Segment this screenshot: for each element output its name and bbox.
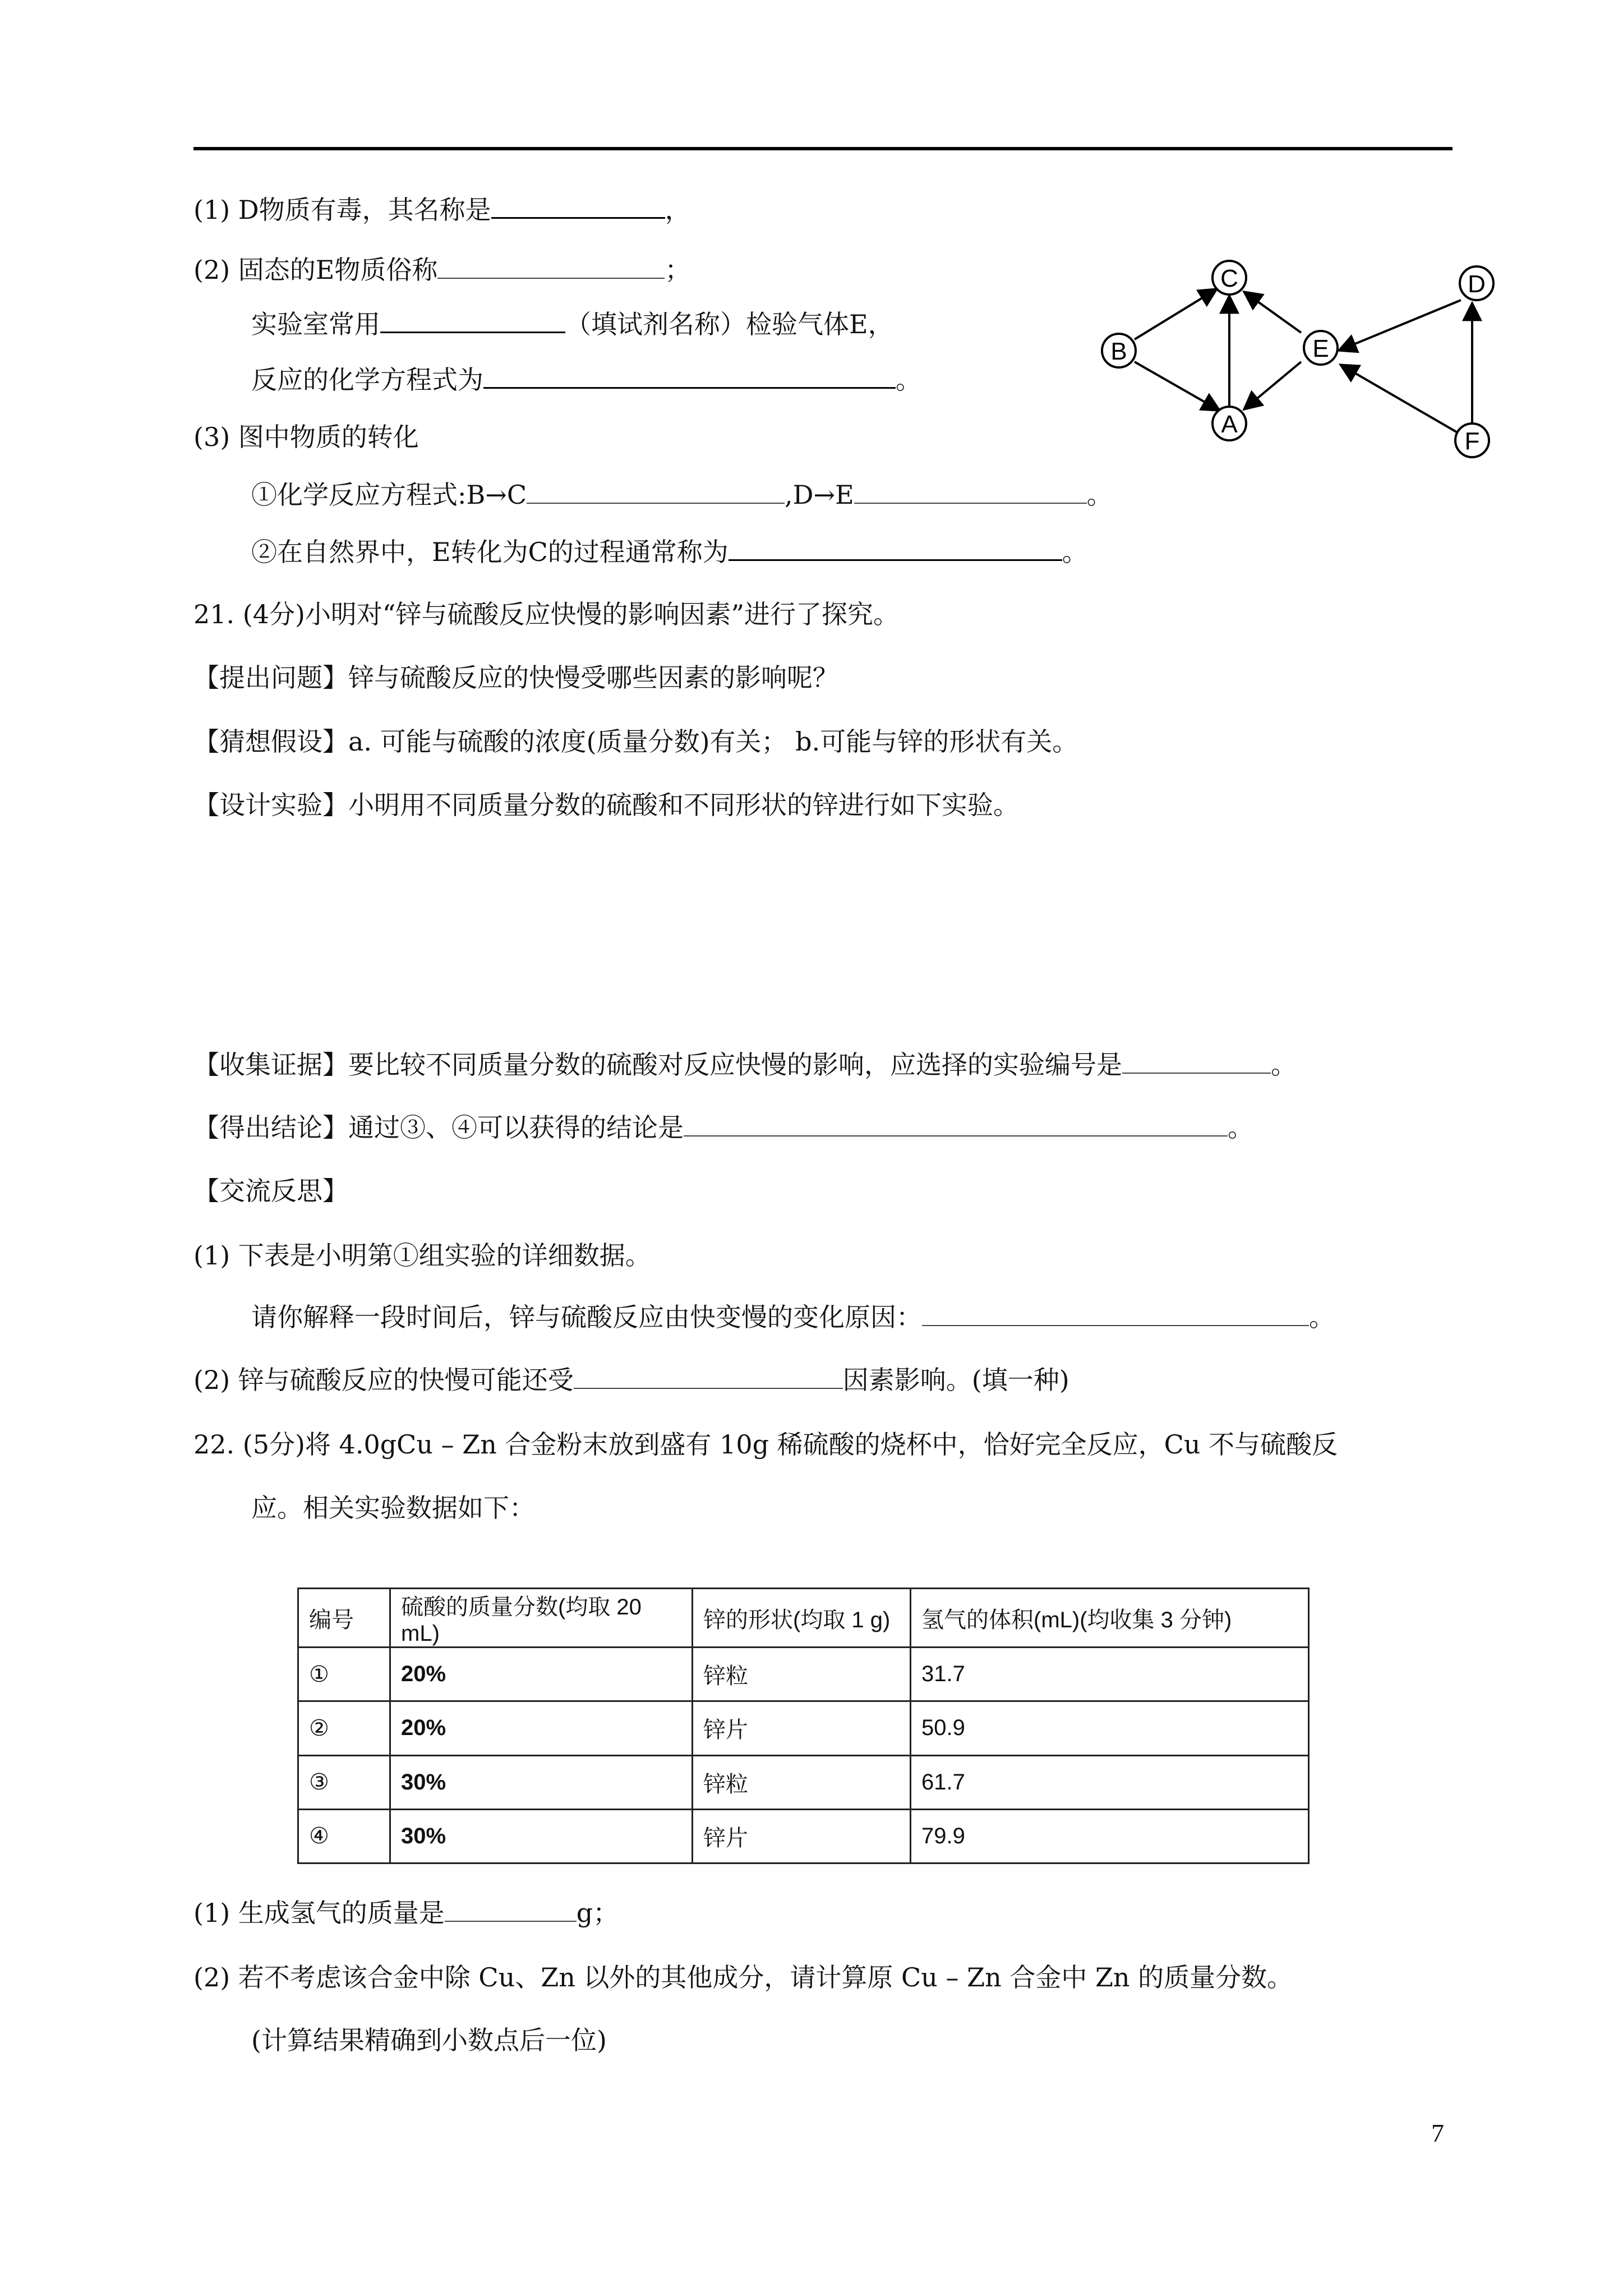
node-f [1455,424,1489,457]
q22-part2: (2) 若不考虑该合金中除 Cu、Zn 以外的其他成分，请计算原 Cu – Zn 合金中 Zn 的质量分数。 [193,1962,1293,1993]
page-number: 7 [1431,2119,1444,2147]
table-cell: 79.9 [911,1809,1309,1863]
q20-part2-equation: 反应的化学方程式为 。 [251,362,921,397]
table-cell: 20% [390,1701,693,1755]
q21-conclusion: 【得出结论】通过③、④可以获得的结论是 。 [193,1111,1253,1144]
answer-blank-equation[interactable] [483,362,896,389]
table-cell: ④ [298,1809,390,1863]
q22-title: 22. (5分)将 4.0gCu – Zn 合金粉末放到盛有 10g 稀硫酸的烧杯中，恰好完全反应，Cu 不与硫酸反 [193,1429,1338,1460]
svg-text:C: C [1220,265,1238,292]
arrow-b-a [1135,362,1220,411]
answer-blank-e-common-name[interactable] [437,253,665,279]
svg-text:A: A [1221,411,1238,438]
node-a [1212,407,1246,440]
experiment-data-table [297,1588,1310,1864]
table-cell: 30% [390,1809,693,1863]
table-row [298,1755,1309,1809]
q21-reflection-1: (1) 下表是小明第①组实验的详细数据。 [193,1240,651,1271]
column-header: 锌的形状(均取 1 g) [693,1589,911,1648]
answer-blank-experiment-number[interactable] [1122,1048,1271,1074]
table-cell: 61.7 [911,1755,1309,1809]
table-cell: ② [298,1701,390,1755]
table-cell: ① [298,1648,390,1701]
q21-collect: 【收集证据】要比较不同质量分数的硫酸对反应快慢的影响，应选择的实验编号是 。 [193,1048,1297,1082]
svg-text:D: D [1468,270,1486,298]
q20-part1-text: (1) D物质有毒，其名称是 [193,195,491,225]
q21-title: 21. (4分)小明对“锌与硫酸反应快慢的影响因素”进行了探究。 [193,599,899,629]
svg-text:F: F [1464,427,1480,455]
q20-part3-b: ②在自然界中，E转化为C的过程通常称为 。 [251,535,1088,569]
answer-blank-other-factor[interactable] [574,1363,843,1389]
column-header: 编号 [298,1589,390,1648]
arrow-d-e [1339,300,1461,351]
q21-question: 【提出问题】锌与硫酸反应的快慢受哪些因素的影响呢？ [193,662,838,693]
table-cell: 31.7 [911,1648,1309,1701]
column-header: 氢气的体积(mL)(均收集 3 分钟) [911,1589,1309,1648]
node-d [1460,266,1493,300]
table-cell: 20% [390,1648,693,1701]
q20-part2: (2) 固态的E物质俗称 ； [193,253,690,287]
table-cell: 50.9 [911,1701,1309,1755]
arrow-b-c [1135,289,1217,339]
node-b [1102,334,1136,367]
q20-part1: (1) D物质有毒，其名称是 ， [193,192,691,227]
table-cell: 锌片 [693,1701,911,1755]
q22-title-line2: 应。相关实验数据如下： [251,1493,535,1523]
node-e [1304,331,1338,365]
answer-blank-reagent[interactable] [380,307,565,333]
answer-blank-reason[interactable] [922,1300,1309,1326]
q22-part1: (1) 生成氢气的质量是 g； [193,1896,619,1930]
arrow-e-a [1244,362,1301,409]
q22-part2-note: (计算结果精确到小数点后一位) [251,2025,607,2055]
header-rule [193,147,1453,150]
q21-design: 【设计实验】小明用不同质量分数的硫酸和不同形状的锌进行如下实验。 [193,790,1019,820]
table-cell: 锌粒 [693,1755,911,1809]
table-cell: 30% [390,1755,693,1809]
answer-blank-hydrogen-mass[interactable] [445,1896,577,1922]
table-header-row [298,1589,1309,1648]
answer-blank-d-to-e[interactable] [854,478,1087,504]
answer-blank-e-to-c-process[interactable] [728,535,1062,561]
reaction-diagram [1085,250,1497,463]
answer-blank-d-name[interactable] [491,192,665,219]
svg-text:B: B [1110,338,1127,365]
node-c [1212,261,1246,295]
answer-blank-conclusion[interactable] [684,1111,1228,1137]
q20-part3: (3) 图中物质的转化 [193,422,419,452]
table-cell: ③ [298,1755,390,1809]
q20-part2-reagent: 实验室常用 （填试剂名称）检验气体E， [251,307,894,341]
table-row [298,1809,1309,1863]
arrow-f-e [1340,365,1456,432]
q21-reflection-1b: 请你解释一段时间后，锌与硫酸反应由快变慢的变化原因： 。 [251,1300,1335,1334]
q21-reflection: 【交流反思】 [193,1176,348,1206]
table-row [298,1648,1309,1701]
column-header: 硫酸的质量分数(均取 20 mL) [390,1589,693,1648]
svg-text:E: E [1312,335,1329,362]
answer-blank-b-to-c[interactable] [527,478,785,504]
q21-reflection-2: (2) 锌与硫酸反应的快慢可能还受 因素影响。(填一种) [193,1363,1069,1397]
q21-hypothesis: 【猜想假设】a. 可能与硫酸的浓度(质量分数)有关； b.可能与锌的形状有关。 [193,726,1078,757]
q20-part3-a: ①化学反应方程式:B→C ,D→E 。 [251,478,1113,512]
table-cell: 锌片 [693,1809,911,1863]
table-row [298,1701,1309,1755]
arrow-e-c [1244,292,1301,333]
table-cell: 锌粒 [693,1648,911,1701]
